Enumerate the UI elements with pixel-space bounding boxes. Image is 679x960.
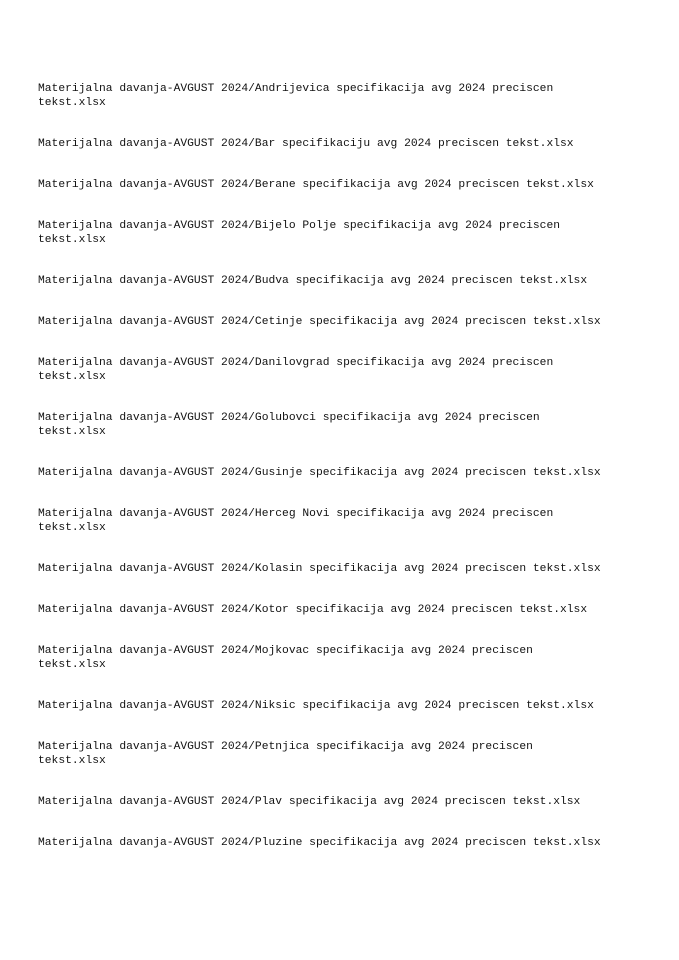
file-path-entry xyxy=(38,411,658,439)
file-path-line: Materijalna davanja-AVGUST 2024/Plav specifikacija avg 2024 preciscen tekst.xlsx xyxy=(38,796,581,808)
file-path-entry xyxy=(38,178,658,192)
file-path-line: Materijalna davanja-AVGUST 2024/Kolasin specifikacija avg 2024 preciscen tekst.xlsx xyxy=(38,563,601,575)
file-path-entry xyxy=(38,219,658,247)
file-path-entry xyxy=(38,274,658,288)
file-path-line: Materijalna davanja-AVGUST 2024/Golubovci specifikacija avg 2024 preciscen xyxy=(38,412,540,424)
file-path-line: Materijalna davanja-AVGUST 2024/Bijelo Polje specifikacija avg 2024 preciscen xyxy=(38,220,561,232)
file-path-entry xyxy=(38,137,658,151)
file-path-entry xyxy=(38,699,658,713)
file-path-line: Materijalna davanja-AVGUST 2024/Cetinje specifikacija avg 2024 preciscen tekst.xlsx xyxy=(38,316,601,328)
file-path-line: Materijalna davanja-AVGUST 2024/Bar specifikaciju avg 2024 preciscen tekst.xlsx xyxy=(38,138,574,150)
file-path-line-continuation: tekst.xlsx xyxy=(38,755,106,767)
file-path-line: Materijalna davanja-AVGUST 2024/Danilovgrad specifikacija avg 2024 preciscen xyxy=(38,357,554,369)
file-path-list xyxy=(38,82,658,877)
file-path-line: Materijalna davanja-AVGUST 2024/Budva specifikacija avg 2024 preciscen tekst.xlsx xyxy=(38,275,588,287)
file-path-line-continuation: tekst.xlsx xyxy=(38,659,106,671)
file-path-line-continuation: tekst.xlsx xyxy=(38,371,106,383)
file-path-line: Materijalna davanja-AVGUST 2024/Gusinje specifikacija avg 2024 preciscen tekst.xlsx xyxy=(38,467,601,479)
file-path-line: Materijalna davanja-AVGUST 2024/Andrijevica specifikacija avg 2024 preciscen xyxy=(38,83,554,95)
file-path-entry xyxy=(38,740,658,768)
file-path-line-continuation: tekst.xlsx xyxy=(38,426,106,438)
file-path-entry xyxy=(38,836,658,850)
file-path-entry xyxy=(38,795,658,809)
file-path-line-continuation: tekst.xlsx xyxy=(38,97,106,109)
file-path-line: Materijalna davanja-AVGUST 2024/Mojkovac specifikacija avg 2024 preciscen xyxy=(38,645,533,657)
file-path-entry xyxy=(38,315,658,329)
file-path-entry xyxy=(38,82,658,110)
file-path-line: Materijalna davanja-AVGUST 2024/Pluzine specifikacija avg 2024 preciscen tekst.xlsx xyxy=(38,837,601,849)
file-path-entry xyxy=(38,562,658,576)
file-path-line-continuation: tekst.xlsx xyxy=(38,234,106,246)
file-path-line: Materijalna davanja-AVGUST 2024/Niksic specifikacija avg 2024 preciscen tekst.xlsx xyxy=(38,700,594,712)
file-path-entry xyxy=(38,466,658,480)
file-path-line: Materijalna davanja-AVGUST 2024/Kotor specifikacija avg 2024 preciscen tekst.xlsx xyxy=(38,604,588,616)
file-path-line: Materijalna davanja-AVGUST 2024/Herceg Novi specifikacija avg 2024 preciscen xyxy=(38,508,554,520)
file-path-entry xyxy=(38,603,658,617)
file-path-entry xyxy=(38,356,658,384)
file-path-line: Materijalna davanja-AVGUST 2024/Petnjica specifikacija avg 2024 preciscen xyxy=(38,741,533,753)
file-path-line: Materijalna davanja-AVGUST 2024/Berane specifikacija avg 2024 preciscen tekst.xlsx xyxy=(38,179,594,191)
file-path-line-continuation: tekst.xlsx xyxy=(38,522,106,534)
file-path-entry xyxy=(38,507,658,535)
file-path-entry xyxy=(38,644,658,672)
